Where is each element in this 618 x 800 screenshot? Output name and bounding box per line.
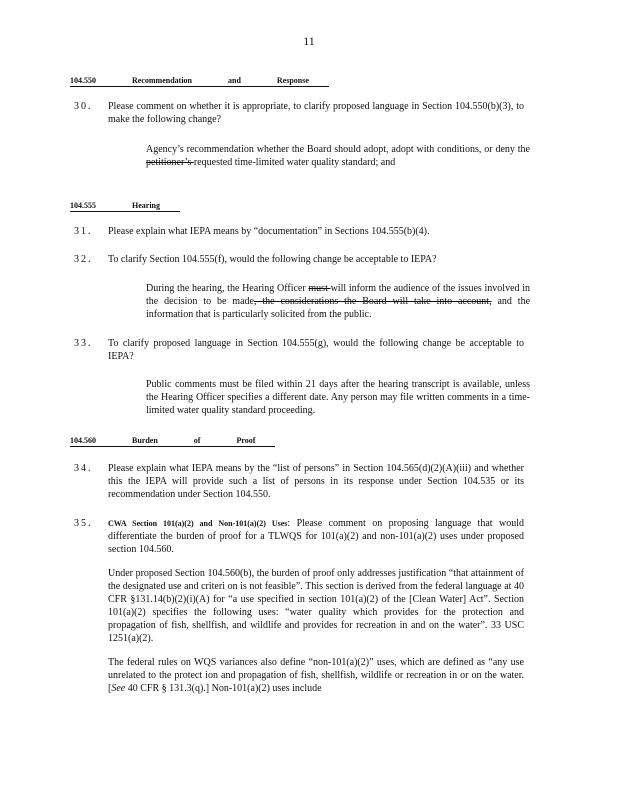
section-heading-104-550 <box>70 76 329 87</box>
question-text: Please comment on whether it is appropriate, to clarify proposed language in Section 104.550(b)(3), to make the following change? <box>108 101 524 125</box>
proposed-language-32 <box>146 282 530 321</box>
section-title-word: and <box>228 76 241 85</box>
question-33 <box>74 337 524 363</box>
section-title-word: Proof <box>236 436 256 445</box>
page-number: 11 <box>303 34 315 48</box>
proposed-language-33: Public comments must be filed within 21 days after the hearing transcript is available, unless the Hearing Officer specifies a different date. Any person may file written comments in a time-limited water quality standard proceeding. <box>146 379 530 416</box>
section-title-word: Response <box>276 76 309 85</box>
section-title-word: of <box>193 436 201 445</box>
section-number: 104.560 <box>70 436 96 445</box>
paragraph-text: The federal rules on WQS variances also define “non-101(a)(2)” uses, which are defined as “any use unrelated to the protect ion and propagation of fish, shellfish, wildlife or recreation in or on the water. [ <box>108 657 524 694</box>
question-text: : Please comment on proposing language that would differentiate the burden of proof for a TLWQS for 101(a)(2) and non-101(a)(2) uses under proposed section 104.560. <box>108 518 524 555</box>
section-heading-104-560 <box>70 436 275 447</box>
question-text: Please explain what IEPA means by “documentation” in Sections 104.555(b)(4). <box>108 226 430 237</box>
question-paragraph: Under proposed Section 104.560(b), the burden of proof only addresses justification “that attainment of the designated use and criteri on is not feasible”. This section is derived from the federal language at 40 CFR §131.14(b)(2)(i)(A) for “a use specified in section 101(a)(2) of the [Clean Water] Act”. Section 101(a)(2) specifies the following uses: “water quality which provides for the protection and propagation of fish, shellfish, and wildlife and provides for recreation in and on the water”. 33 USC 1251(a)(2). <box>108 568 524 644</box>
question-text: To clarify proposed language in Section 104.555(g), would the following change be acceptable to IEPA? <box>108 338 524 362</box>
section-heading-104-555 <box>70 201 180 212</box>
question-number: 32. <box>74 254 93 265</box>
question-text: To clarify Section 104.555(f), would the following change be acceptable to IEPA? <box>108 254 437 265</box>
question-number: 34. <box>74 463 93 474</box>
question-34 <box>74 462 524 501</box>
question-30 <box>74 100 524 126</box>
quote-text: and the information that is particularly solicited from the public. <box>146 296 531 320</box>
section-title-word: Hearing <box>132 201 160 210</box>
citation-signal: See <box>111 683 126 694</box>
section-number: 104.550 <box>70 76 96 85</box>
question-35 <box>74 517 524 695</box>
question-number: 30. <box>74 101 93 112</box>
question-number: 33. <box>74 338 93 349</box>
question-paragraph <box>108 656 524 695</box>
question-text: Please explain what IEPA means by the “list of persons” in Section 104.565(d)(2)(A)(iii) and whether this the IEPA will provide such a list of persons in its response under Section 104.535 or its recommendation under Section 104.550. <box>108 463 524 500</box>
deleted-text: must <box>308 283 331 294</box>
paragraph-text: 40 CFR § 131.3(q).] Non-101(a)(2) uses include <box>125 683 322 694</box>
question-heading: CWA Section 101(a)(2) and Non-101(a)(2) Uses <box>108 519 288 528</box>
quote-text: Agency’s recommendation whether the Board should adopt, adopt with conditions, or deny the <box>146 144 530 155</box>
section-title-word: Burden <box>132 436 158 445</box>
quote-text: will inform the audience of the issues involved in the decision to be made <box>146 283 530 307</box>
deleted-text: petitioner’s <box>146 157 194 168</box>
question-31 <box>74 225 524 238</box>
deleted-text: , the considerations the Board will take into account, <box>253 296 492 307</box>
question-paragraph <box>108 517 524 556</box>
section-title-word: Recommendation <box>132 76 192 85</box>
question-number: 35. <box>74 518 93 529</box>
quote-text: requested time-limited water quality standard; and <box>193 157 396 168</box>
quote-text: During the hearing, the Hearing Officer <box>146 283 309 294</box>
question-32 <box>74 253 524 266</box>
question-body <box>108 517 524 695</box>
question-number: 31. <box>74 226 93 237</box>
proposed-language-30 <box>146 143 530 169</box>
section-number: 104.555 <box>70 201 96 210</box>
